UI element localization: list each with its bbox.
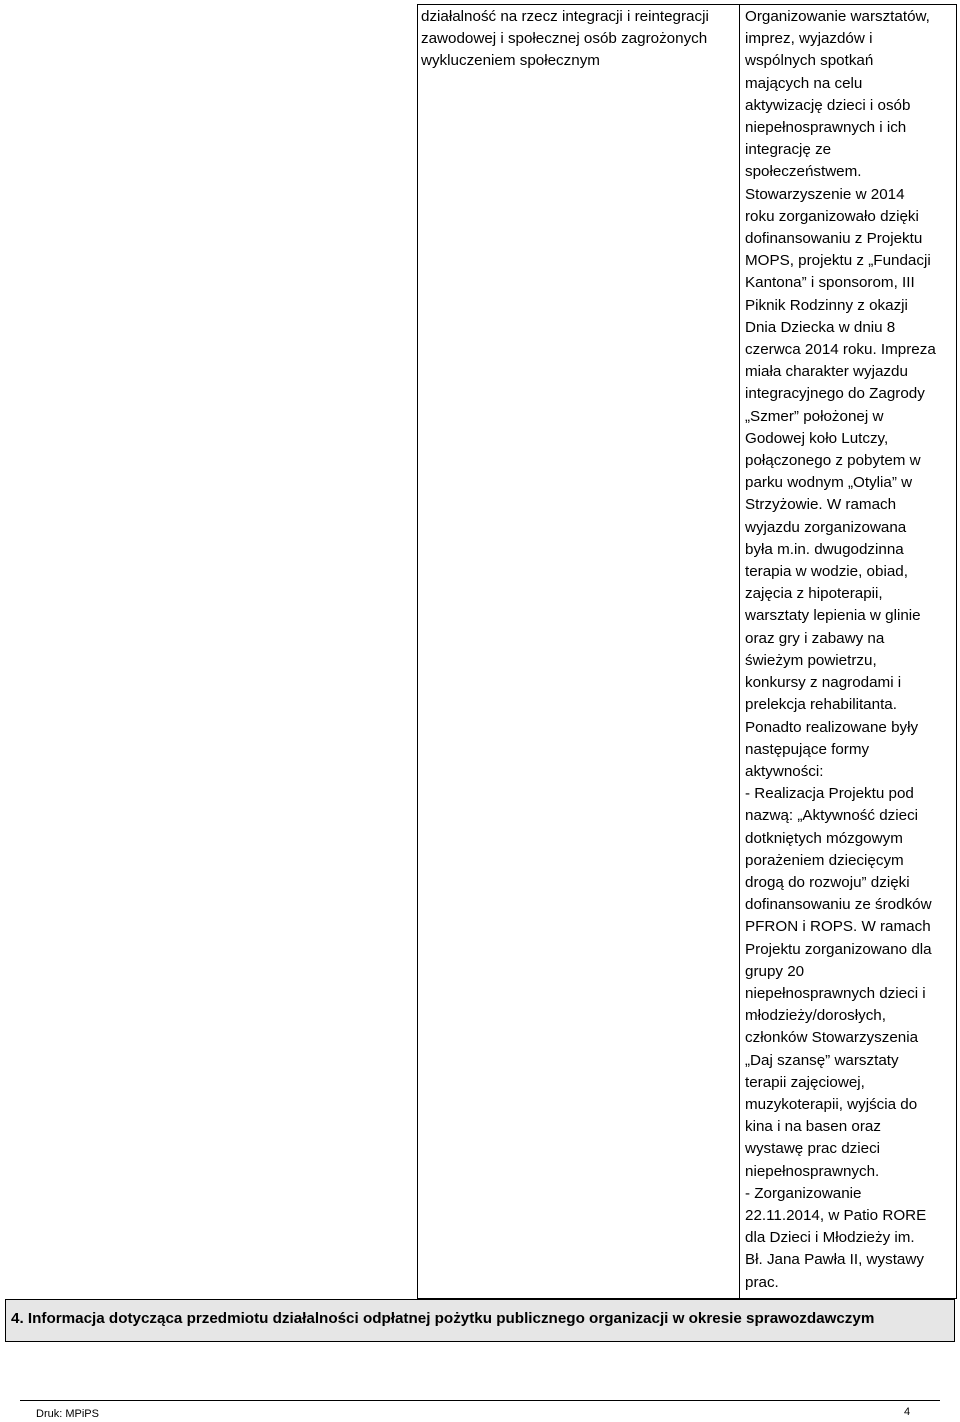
section-4-title: 4. Informacja dotycząca przedmiotu działalności odpłatnej pożytku publicznego organizacji w okresie sprawozdawczym: [11, 1310, 875, 1327]
activity-description-line: członków Stowarzyszenia: [745, 1029, 919, 1047]
activity-description-line: grupy 20: [745, 962, 805, 980]
activity-description-line: imprez, wyjazdów i: [745, 30, 873, 48]
activity-description-line: Ponadto realizowane były: [745, 718, 919, 736]
activity-description-line: niepełnosprawnych i ich: [745, 119, 907, 137]
activity-description-line: dofinansowaniu z Projektu: [745, 230, 923, 248]
activity-description-line: dofinansowaniu ze środków: [745, 896, 932, 914]
activity-description-line: prelekcja rehabilitanta.: [745, 696, 897, 714]
footer-print-label: Druk: MPiPS: [36, 1408, 99, 1420]
activity-description-line: niepełnosprawnych.: [745, 1162, 880, 1180]
activity-description-line: wyjazdu zorganizowana: [745, 518, 907, 536]
activity-description-line: wspólnych spotkań: [745, 52, 874, 70]
activity-description-line: oraz gry i zabawy na: [745, 629, 885, 647]
page-number: 4: [904, 1406, 911, 1418]
activity-description-line: aktywizację dzieci i osób: [745, 96, 911, 114]
activity-description-line: Godowej koło Lutczy,: [745, 429, 889, 447]
activity-description-line: Projektu zorganizowano dla: [745, 940, 932, 958]
activity-type-line: działalność na rzecz integracji i reintegracji: [421, 8, 709, 25]
activity-description-line: muzykoterapii, wyjścia do: [745, 1095, 918, 1113]
activity-description-line: integracyjnego do Zagrody: [745, 385, 925, 403]
activity-description-line: - Zorganizowanie: [745, 1184, 862, 1202]
activity-description-line: porażeniem dziecięcym: [745, 851, 904, 869]
activity-description-line: roku zorganizowało dzięki: [745, 207, 919, 225]
activity-description-line: wystawę prac dzieci: [745, 1140, 881, 1158]
activity-description-line: młodzieży/dorosłych,: [745, 1007, 886, 1025]
activity-description-line: Piknik Rodzinny z okazji: [745, 296, 908, 314]
activity-description-line: prac.: [745, 1273, 779, 1291]
activity-description-line: 22.11.2014, w Patio RORE: [745, 1206, 927, 1224]
activity-description-line: następujące formy: [745, 740, 870, 758]
activity-description-line: dla Dzieci i Młodzieży im.: [745, 1229, 915, 1247]
activity-description-line: dotkniętych mózgowym: [745, 829, 903, 847]
activity-description-line: aktywności:: [745, 762, 824, 780]
activity-description-line: „Daj szansę” warsztaty: [745, 1051, 899, 1069]
activity-description-line: zajęcia z hipoterapii,: [745, 585, 883, 603]
activity-description-line: „Szmer” położonej w: [745, 407, 884, 425]
activity-description-line: Dnia Dziecka w dniu 8: [745, 318, 896, 336]
activity-description-line: Bł. Jana Pawła II, wystawy: [745, 1251, 924, 1269]
activity-description-line: miała charakter wyjazdu: [745, 363, 908, 381]
activity-description-line: mających na celu: [745, 74, 863, 92]
activity-description-line: nazwą: „Aktywność dzieci: [745, 807, 919, 825]
activity-description-line: warsztaty lepienia w glinie: [745, 607, 921, 625]
activity-type-line: zawodowej i społecznej osób zagrożonych: [421, 30, 708, 48]
activity-description-line: była m.in. dwugodzinna: [745, 540, 904, 558]
activity-description-line: Kantona” i sponsorom, III: [745, 274, 915, 292]
footer-divider: [20, 1400, 940, 1401]
activity-type-cell: [421, 6, 735, 73]
table-column-divider: [739, 4, 740, 1299]
activity-description-line: - Realizacja Projektu pod: [745, 785, 914, 803]
activity-description-line: parku wodnym „Otylia” w: [745, 474, 913, 492]
activity-description-line: terapia w wodzie, obiad,: [745, 563, 908, 581]
activity-description-cell: [745, 6, 953, 1294]
activity-description-line: MOPS, projektu z „Fundacji: [745, 252, 931, 270]
activity-description-line: terapii zajęciowej,: [745, 1073, 865, 1091]
activity-description-line: kina i na basen oraz: [745, 1118, 881, 1136]
activity-description-line: drogą do rozwoju” dzięki: [745, 873, 910, 891]
activity-description-line: Strzyżowie. W ramach: [745, 496, 897, 514]
activity-description-line: społeczeństwem.: [745, 163, 862, 181]
activity-description-line: konkursy z nagrodami i: [745, 674, 902, 692]
activity-description-line: integrację ze: [745, 141, 832, 159]
activity-description-line: PFRON i ROPS. W ramach: [745, 918, 931, 936]
activity-description-line: połączonego z pobytem w: [745, 452, 921, 470]
section-4-header: [5, 1299, 955, 1342]
activity-description-line: czerwca 2014 roku. Impreza: [745, 341, 936, 359]
activity-description-line: Organizowanie warsztatów,: [745, 8, 930, 25]
activity-description-line: świeżym powietrzu,: [745, 651, 877, 669]
activity-type-line: wykluczeniem społecznym: [421, 52, 600, 70]
activity-description-line: niepełnosprawnych dzieci i: [745, 984, 926, 1002]
activity-description-line: Stowarzyszenie w 2014: [745, 185, 905, 203]
